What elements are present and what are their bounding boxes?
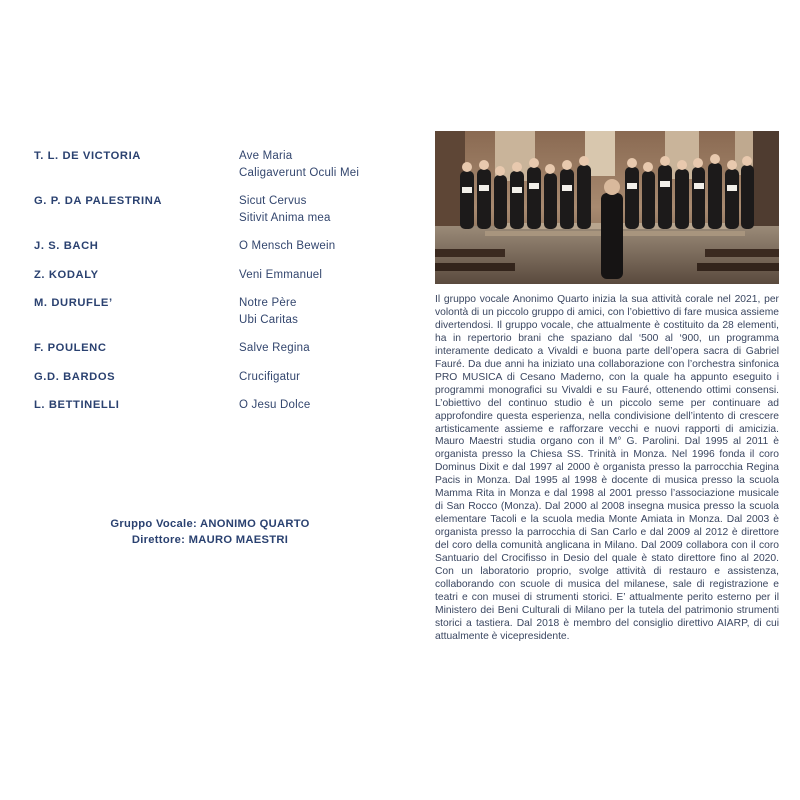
- work-title: Sitivit Anima mea: [239, 211, 331, 224]
- program-row: [34, 369, 394, 386]
- work-list: [239, 238, 335, 255]
- program-row: [34, 238, 394, 255]
- choir-credit: Gruppo Vocale: ANONIMO QUARTO: [110, 518, 310, 530]
- work-list: [239, 397, 310, 414]
- program-list: [34, 148, 394, 426]
- composer-name: L. BETTINELLI: [34, 399, 120, 411]
- composer-name: M. DURUFLE’: [34, 297, 113, 309]
- work-title: Crucifigatur: [239, 370, 301, 383]
- program-row: [34, 397, 394, 414]
- work-title: Ave Maria: [239, 150, 293, 162]
- work-title: Veni Emmanuel: [239, 268, 323, 281]
- work-list: [239, 193, 331, 226]
- composer-name: G. P. DA PALESTRINA: [34, 195, 163, 207]
- director-credit: Direttore: MAURO MAESTRI: [131, 534, 289, 546]
- work-title: O Mensch Bewein: [239, 240, 336, 252]
- work-title: O Jesu Dolce: [239, 399, 311, 411]
- work-list: [239, 369, 300, 386]
- work-title: Salve Regina: [239, 342, 310, 354]
- composer-name: J. S. BACH: [34, 240, 99, 252]
- composer-name: F. POULENC: [34, 342, 107, 354]
- program-row: [34, 267, 394, 284]
- composer-name: G.D. BARDOS: [34, 370, 116, 383]
- work-title: Notre Père: [239, 297, 297, 309]
- program-row: [34, 148, 394, 181]
- work-list: [239, 340, 310, 357]
- performer-credits: [34, 516, 386, 548]
- program-row: [34, 295, 394, 328]
- program-row: [34, 193, 394, 226]
- work-title: Sicut Cervus: [239, 195, 307, 207]
- composer-name: T. L. DE VICTORIA: [34, 150, 141, 162]
- work-title: Caligaverunt Oculi Mei: [239, 166, 360, 179]
- composer-name: Z. KODALY: [34, 268, 99, 281]
- choir-photo: [435, 131, 779, 284]
- program-row: [34, 340, 394, 357]
- work-list: [239, 267, 322, 284]
- choir-biography: Il gruppo vocale Anonimo Quarto inizia la sua attività corale nel 2021, per volontà di un piccolo gruppo di amici, con l’obiettivo di fare musica assieme divertendosi. Il gruppo vocale, che attualmente è costituito da 28 elementi, ha in repertorio brani che spaziano dal ‘500 al ‘900, un programma interamente dedicato a Vivaldi e buona parte dell’opera sacra di Gabriel Fauré. Da due anni ha iniziato una collaborazione con l’orchestra sinfonica PRO MUSICA di Cesano Maderno, con la quale ha appunto eseguito i programmi monografici su Vivaldi e su Fauré, ottenendo ottimi consensi. L’obiettivo del continuo studio è un piccolo seme per continuare ad approfondire questa esperienza, nella condivisione dell’intento di crescere artisticamente assieme e rafforzare vecchi e nuovi rapporti di amicizia. Mauro Maestri studia organo con il M° G. Parolini. Dal 1995 al 2011 è organista presso la Chiesa SS. Trinità in Monza. Nel 1996 fonda il coro Dominus Dixit e dal 1997 al 2000 è organista presso la parrocchia Regina Pacis in Monza. Dal 1995 al 1998 è docente di musica presso la scuola Mamma Rita in Monza e dal 1998 al 2001 presso l’associazione musicale di San Rocco (Monza). Dal 2000 al 2008 insegna musica presso la scuola elementare Tacoli e la scuola media Monte Amiata in Monza. Dal 2003 è organista presso la parrocchia di San Carlo e dal 2009 al 2012 è direttore del coro della comunità anglicana in Milano. Dal 2009 collabora con il coro Santuario del Crocifisso in Desio del quale è stato direttore fino al 2020. Con un laboratorio proprio, svolge attività di restauro e assistenza, collaborando con scuole di musica del milanese, sale di registrazione e teatri e con musei di strumenti storici. E’ attualmente perito esterno per il Ministero dei Beni Culturali di Milano per la tutela del patrimonio strumenti storici a tastiera. Dal 2018 è membro del consiglio direttivo AIARP, di cui attualmente è vicepresidente.: [435, 294, 779, 642]
- work-list: [239, 295, 298, 328]
- work-list: [239, 148, 359, 181]
- work-title: Ubi Caritas: [239, 313, 299, 326]
